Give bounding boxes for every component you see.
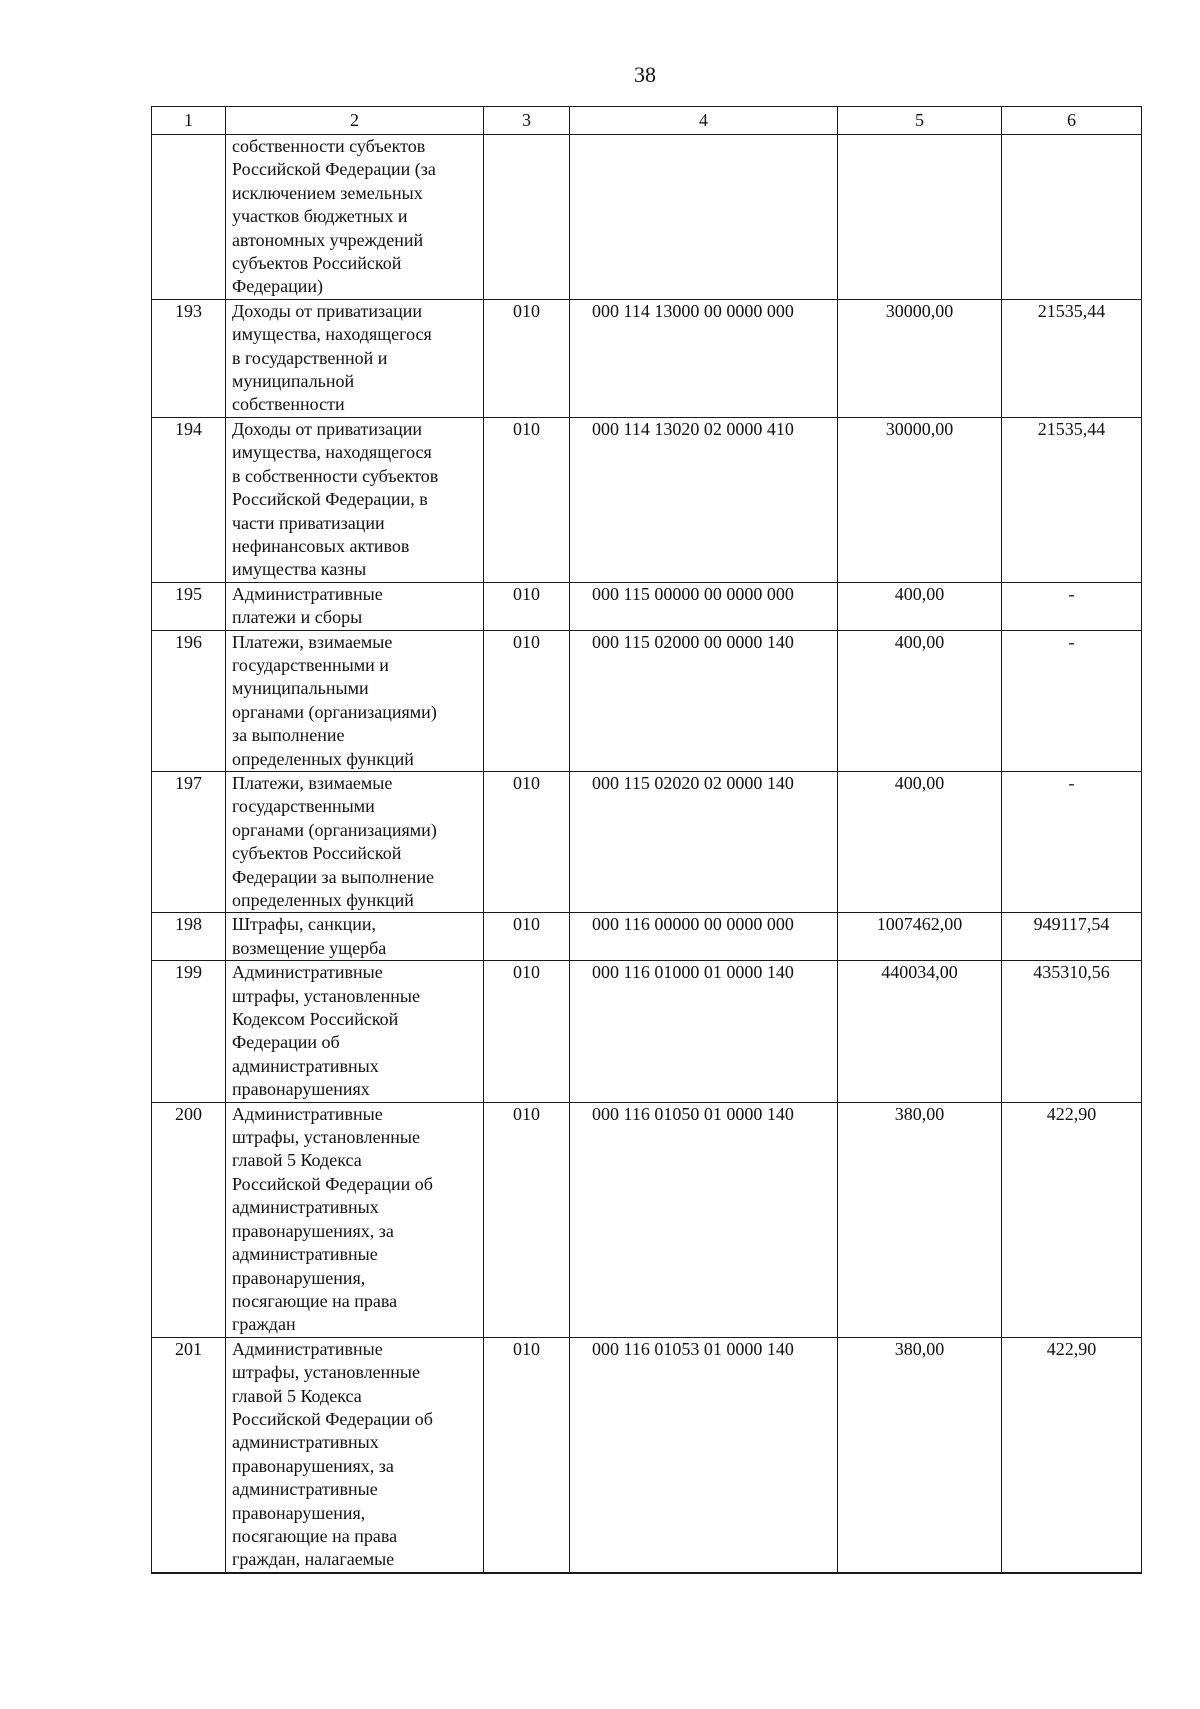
row-number: 196: [152, 630, 226, 771]
row-plan-amount: 400,00: [838, 582, 1002, 630]
row-admin-code: 010: [484, 961, 570, 1102]
column-header: 1: [152, 107, 226, 135]
row-admin-code: 010: [484, 299, 570, 417]
row-fact-amount: 435310,56: [1002, 961, 1142, 1102]
column-header: 5: [838, 107, 1002, 135]
row-number: 199: [152, 961, 226, 1102]
row-fact-amount: 422,90: [1002, 1337, 1142, 1572]
row-admin-code: 010: [484, 582, 570, 630]
row-name: Административные штрафы, установленные главой 5 Кодекса Российской Федерации об административных правонарушениях, за административные правонарушения, посягающие на права граждан, налагаемые: [226, 1337, 484, 1572]
row-budget-code: 000 116 01000 01 0000 140: [570, 961, 838, 1102]
row-admin-code: 010: [484, 630, 570, 771]
row-fact-amount: 21535,44: [1002, 417, 1142, 582]
row-fact-amount: 949117,54: [1002, 913, 1142, 961]
table-row: [152, 135, 1142, 300]
row-number: 197: [152, 771, 226, 912]
row-fact-amount: 422,90: [1002, 1102, 1142, 1337]
row-name: Платежи, взимаемые государственными органами (организациями) субъектов Российской Федерации за выполнение определенных функций: [226, 771, 484, 912]
row-admin-code: 010: [484, 913, 570, 961]
table-row: [152, 299, 1142, 417]
row-fact-amount: 21535,44: [1002, 299, 1142, 417]
row-number: 195: [152, 582, 226, 630]
row-budget-code: 000 114 13000 00 0000 000: [570, 299, 838, 417]
row-number: 200: [152, 1102, 226, 1337]
table-row: [152, 1572, 1142, 1573]
row-plan-amount: 400,00: [838, 771, 1002, 912]
row-plan-amount: 30000,00: [838, 417, 1002, 582]
row-budget-code: 000 116 01053 01 0000 140: [570, 1337, 838, 1572]
row-plan-amount: [838, 1572, 1002, 1573]
row-number: [152, 135, 226, 300]
revenue-table: [151, 106, 1142, 1574]
row-number: 198: [152, 913, 226, 961]
column-header: 2: [226, 107, 484, 135]
table-row: [152, 582, 1142, 630]
row-budget-code: [570, 135, 838, 300]
row-name: Административные платежи и сборы: [226, 582, 484, 630]
row-plan-amount: 380,00: [838, 1102, 1002, 1337]
row-budget-code: 000 115 02020 02 0000 140: [570, 771, 838, 912]
row-name: Административные штрафы, установленные Кодексом Российской Федерации об административных правонарушениях: [226, 961, 484, 1102]
table-header-row: [152, 107, 1142, 135]
table-row: [152, 771, 1142, 912]
row-number: [152, 1572, 226, 1573]
table-row: [152, 630, 1142, 771]
row-fact-amount: -: [1002, 582, 1142, 630]
row-name: собственности субъектов Российской Федерации (за исключением земельных участков бюджетных и автономных учреждений субъектов Российской Федерации): [226, 135, 484, 300]
row-fact-amount: -: [1002, 630, 1142, 771]
row-number: 194: [152, 417, 226, 582]
row-plan-amount: 440034,00: [838, 961, 1002, 1102]
row-budget-code: 000 116 01050 01 0000 140: [570, 1102, 838, 1337]
row-plan-amount: [838, 135, 1002, 300]
row-number: 201: [152, 1337, 226, 1572]
row-admin-code: [484, 135, 570, 300]
table-row: [152, 961, 1142, 1102]
row-plan-amount: 400,00: [838, 630, 1002, 771]
table-row: [152, 913, 1142, 961]
row-plan-amount: 1007462,00: [838, 913, 1002, 961]
row-budget-code: 000 115 00000 00 0000 000: [570, 582, 838, 630]
row-name: Доходы от приватизации имущества, находящегося в собственности субъектов Российской Федерации, в части приватизации нефинансовых активов имущества казны: [226, 417, 484, 582]
row-fact-amount: [1002, 1572, 1142, 1573]
row-budget-code: 000 116 00000 00 0000 000: [570, 913, 838, 961]
table-row: [152, 1102, 1142, 1337]
row-plan-amount: 380,00: [838, 1337, 1002, 1572]
row-admin-code: 010: [484, 1102, 570, 1337]
row-fact-amount: -: [1002, 771, 1142, 912]
row-name: Платежи, взимаемые государственными и муниципальными органами (организациями) за выполнение определенных функций: [226, 630, 484, 771]
column-header: 6: [1002, 107, 1142, 135]
row-name: [226, 1572, 484, 1573]
page-number: 38: [634, 62, 656, 87]
column-header: 4: [570, 107, 838, 135]
row-name: Административные штрафы, установленные главой 5 Кодекса Российской Федерации об административных правонарушениях, за административные правонарушения, посягающие на права граждан: [226, 1102, 484, 1337]
row-admin-code: [484, 1572, 570, 1573]
row-budget-code: [570, 1572, 838, 1573]
row-number: 193: [152, 299, 226, 417]
row-name: Доходы от приватизации имущества, находящегося в государственной и муниципальной собственности: [226, 299, 484, 417]
row-admin-code: 010: [484, 417, 570, 582]
column-header: 3: [484, 107, 570, 135]
row-name: Штрафы, санкции, возмещение ущерба: [226, 913, 484, 961]
row-admin-code: 010: [484, 1337, 570, 1572]
row-fact-amount: [1002, 135, 1142, 300]
row-budget-code: 000 115 02000 00 0000 140: [570, 630, 838, 771]
table-row: [152, 1337, 1142, 1572]
row-budget-code: 000 114 13020 02 0000 410: [570, 417, 838, 582]
row-plan-amount: 30000,00: [838, 299, 1002, 417]
row-admin-code: 010: [484, 771, 570, 912]
table-row: [152, 417, 1142, 582]
